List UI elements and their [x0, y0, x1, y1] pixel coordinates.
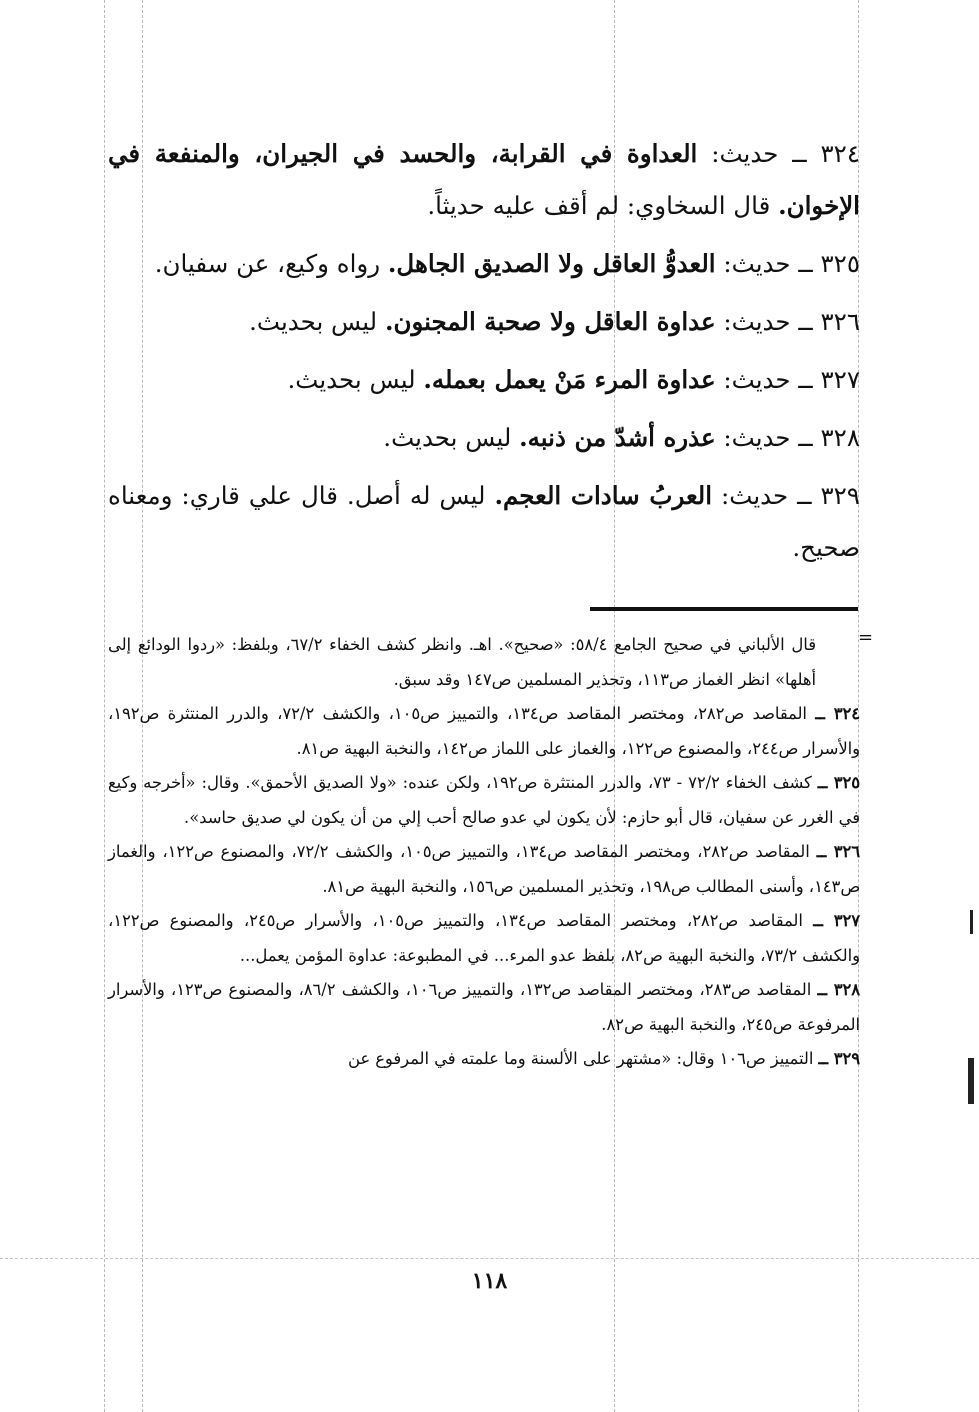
scan-edge-mark: [970, 910, 973, 934]
entry-328: ٣٢٨ ــ حديث: عذره أشدّ من ذنبه. ليس بحديث.: [383, 423, 860, 452]
footnote-327: ٣٢٧ ــ المقاصد ص٢٨٢، ومختصر المقاصد ص١٣٤، والتمييز ص١٠٥، والأسرار ص٢٤٥، والمصنوع ص١٢٢، والكشف ٧٣/٢، والنخبة البهية ص٨٢، بلفظ عدو المرء... في المطبوعة: عداوة المؤمن يعمل...: [108, 911, 860, 965]
entry-324: ٣٢٤ ــ حديث: العداوة في القرابة، والحسد في الجيران، والمنفعة في الإخوان. قال السخاوي: لم أقف عليه حديثاً.: [108, 139, 860, 220]
footnote-326: ٣٢٦ ــ المقاصد ص٢٨٢، ومختصر المقاصد ص١٣٤، والتمييز ص١٠٥، والكشف ٧٢/٢، والمصنوع ص١٢٢، والغماز ص١٤٣، وأسنى المطالب ص١٩٨، وتحذير المسلمين ص١٥٦، والنخبة البهية ص٨١.: [108, 842, 860, 896]
scan-edge-mark: [968, 1058, 974, 1104]
page-number: ١١٨: [471, 1268, 508, 1294]
entry-326: ٣٢٦ ــ حديث: عداوة العاقل ولا صحبة المجنون. ليس بحديث.: [249, 307, 860, 336]
main-text: [108, 128, 860, 580]
footnote-continuation-mark: =: [858, 627, 874, 648]
entry-329: ٣٢٩ ــ حديث: العربُ سادات العجم. ليس له أصل. قال علي قاري: ومعناه صحيح.: [108, 481, 860, 562]
entry-327: ٣٢٧ ــ حديث: عداوة المرء مَنْ يعمل بعمله. ليس بحديث.: [287, 365, 860, 394]
footnote-328: ٣٢٨ ــ المقاصد ص٢٨٣، ومختصر المقاصد ص١٣٢، والتمييز ص١٠٦، والكشف ٨٦/٢، والمصنوع ص١٢٣، والأسرار المرفوعة ص٢٤٥، والنخبة البهية ص٨٢.: [108, 980, 860, 1034]
footnote-329: ٣٢٩ ــ التمييز ص١٠٦ وقال: «مشتهر على الألسنة وما علمته في المرفوع عن: [347, 1049, 860, 1068]
footnote-continuation: قال الألباني في صحيح الجامع ٥٨/٤: «صحيح». اهـ. وانظر كشف الخفاء ٦٧/٢، وبلفظ: «ردوا الودائع إلى أهلها» انظر الغماز ص١١٣، وتحذير المسلمين ص١٤٧ وقد سبق.: [108, 635, 816, 689]
footnote-324: ٣٢٤ ــ المقاصد ص٢٨٢، ومختصر المقاصد ص١٣٤، والتمييز ص١٠٥، والكشف ٧٢/٢، والدرر المنتثرة ص١٩٢، والأسرار ص٢٤٤، والمصنوع ص١٢٢، والغماز على اللماز ص١٤٢، والنخبة البهية ص٨١.: [108, 704, 861, 758]
footnote-325: ٣٢٥ ــ كشف الخفاء ٧٢/٢ - ٧٣، والدرر المنتثرة ص١٩٢، ولكن عنده: «ولا الصديق الأحمق». وقال: «أخرجه وكيع في الغرر عن سفيان، قال أبو حازم: لأن يكون لي عدو صالح أحب إلي من أن يكون لي صديق حاسد».: [108, 773, 860, 827]
guide-line-bottom: [0, 1258, 979, 1259]
footnotes: [108, 628, 860, 1077]
entry-325: ٣٢٥ ــ حديث: العدوُّ العاقل ولا الصديق الجاهل. رواه وكيع، عن سفيان.: [154, 249, 860, 278]
footnote-separator: [590, 607, 858, 611]
guide-line-left: [104, 0, 105, 1412]
